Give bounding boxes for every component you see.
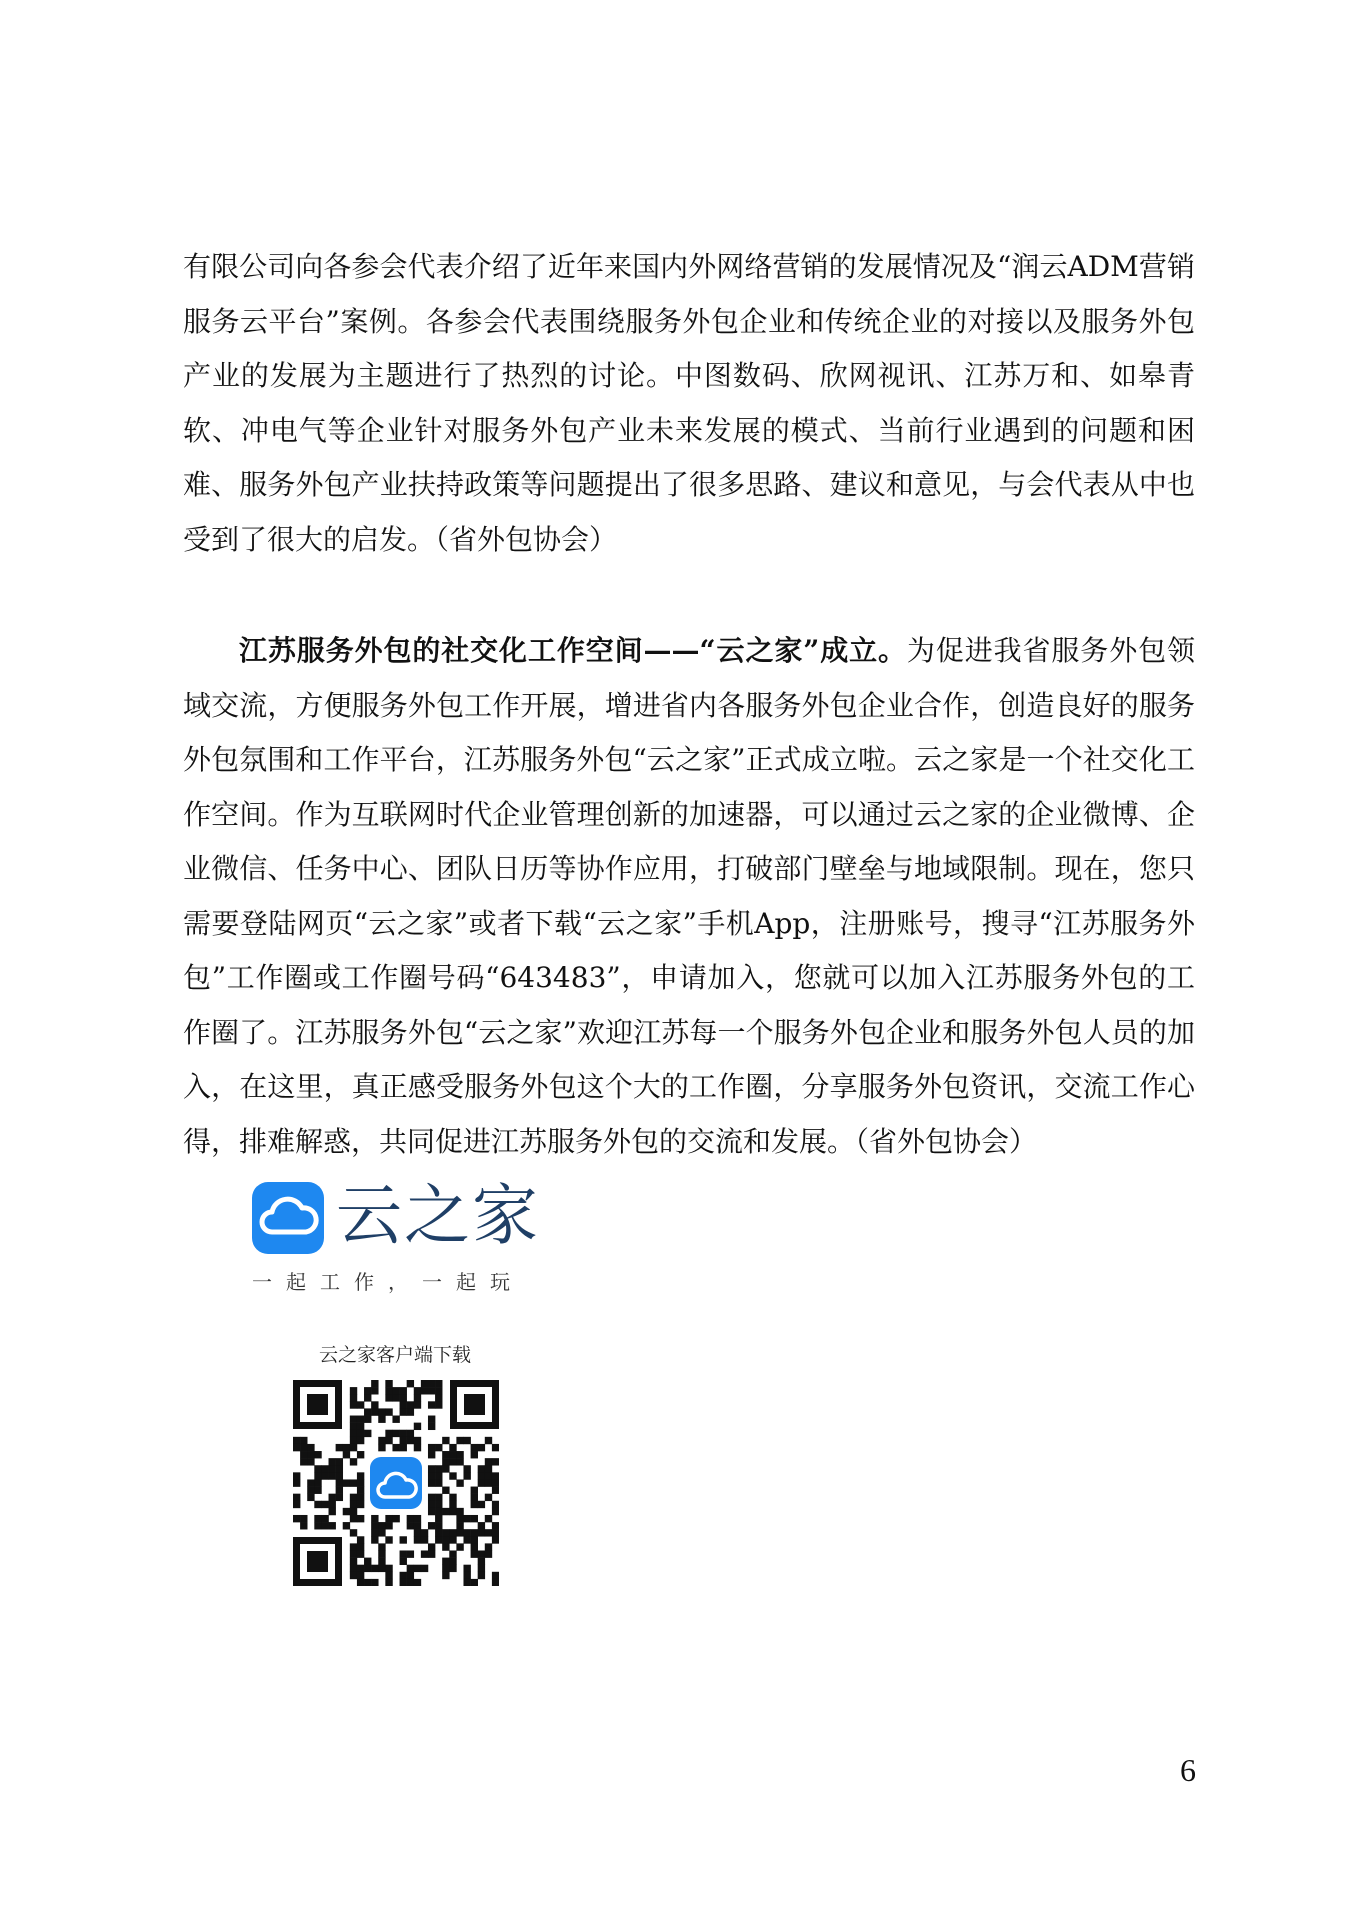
page-number: 6 (1180, 1752, 1196, 1788)
paragraph-1 (183, 240, 1195, 567)
logo-slogan: 一起工作，一起玩 (252, 1270, 524, 1294)
cloud-logo-icon (252, 1182, 324, 1254)
paragraph-2 (183, 624, 1195, 1169)
paragraph-1-text: 有限公司向各参会代表介绍了近年来国内外网络营销的发展情况及“润云ADM营销服务云平台”案例。各参会代表围绕服务外包企业和传统企业的对接以及服务外包产业的发展为主题进行了热烈的讨论。中图数码、欣网视讯、江苏万和、如皋青软、冲电气等企业针对服务外包产业未来发展的模式、当前行业遇到的问题和困难、服务外包产业扶持政策等问题提出了很多思路、建议和意见，与会代表从中也受到了很大的启发。（省外包协会） (183, 250, 1195, 556)
paragraph-2-text: 为促进我省服务外包领域交流，方便服务外包工作开展，增进省内各服务外包企业合作，创造良好的服务外包氛围和工作平台，江苏服务外包“云之家”正式成立啦。云之家是一个社交化工作空间。作为互联网时代企业管理创新的加速器，可以通过云之家的企业微博、企业微信、任务中心、团队日历等协作应用，打破部门壁垒与地域限制。现在，您只需要登陆网页“云之家”或者下载“云之家”手机App，注册账号，搜寻“江苏服务外包”工作圈或工作圈号码“643483”，申请加入，您就可以加入江苏服务外包的工作圈了。江苏服务外包“云之家”欢迎江苏每一个服务外包企业和服务外包人员的加入，在这里，真正感受服务外包这个大的工作圈，分享服务外包资讯，交流工作心得，排难解惑，共同促进江苏服务外包的交流和发展。（省外包协会） (183, 634, 1195, 1158)
paragraph-2-heading: 江苏服务外包的社交化工作空间——“云之家”成立。 (239, 634, 907, 667)
qr-caption: 云之家客户端下载 (318, 1344, 471, 1366)
qr-code[interactable] (293, 1380, 499, 1586)
yunzhijia-figure (180, 1170, 610, 1615)
logo-name: 云之家 (336, 1177, 540, 1254)
